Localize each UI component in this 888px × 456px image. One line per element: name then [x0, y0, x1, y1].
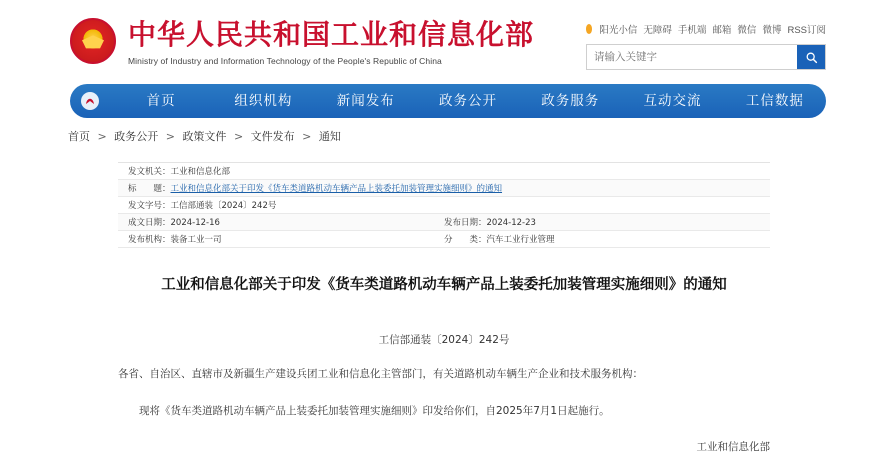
breadcrumb-separator: > [302, 130, 312, 143]
sun-icon [586, 24, 592, 34]
nav-item-home[interactable]: 首页 [146, 93, 176, 109]
nav-items [110, 84, 826, 118]
meta-label-docnumber: 发文字号： [128, 201, 171, 211]
breadcrumb [68, 128, 888, 144]
site-title-cn: 中华人民共和国工业和信息化部 [128, 18, 535, 51]
meta-cell-issuer [128, 165, 230, 177]
search-icon [805, 51, 818, 64]
meta-cell-publish-org [128, 233, 444, 245]
meta-cell-written-date [128, 216, 444, 228]
top-link-mobile[interactable]: 手机端 [677, 25, 707, 36]
nav-item-affairs-service[interactable]: 政务服务 [541, 93, 600, 109]
meta-value-issuer: 工业和信息化部 [170, 167, 231, 177]
main-nav [70, 84, 826, 118]
national-emblem-icon [70, 18, 116, 64]
site-title-en: Ministry of Industry and Information Technology of the People's Republic of China [128, 56, 442, 66]
nav-item-data[interactable]: 工信数据 [745, 93, 804, 109]
ministry-logo-glyph [80, 91, 100, 111]
top-link-rss[interactable]: RSS订阅 [787, 25, 826, 36]
meta-label-publish-org: 发布机构： [128, 235, 171, 245]
breadcrumb-separator: > [165, 130, 175, 143]
meta-row-org-category [118, 231, 770, 248]
meta-row-issuer [118, 163, 770, 180]
meta-row-dates [118, 214, 770, 231]
meta-value-publish-date: 2024-12-23 [486, 218, 536, 228]
nav-item-news[interactable]: 新闻发布 [336, 93, 395, 109]
breadcrumb-item-notice[interactable]: 通知 [318, 130, 341, 143]
meta-value-written-date: 2024-12-16 [170, 218, 220, 228]
header-right [586, 12, 826, 70]
breadcrumb-separator: > [233, 130, 244, 143]
top-link-accessibility[interactable]: 无障碍 [643, 25, 672, 36]
meta-label-written-date: 成文日期： [128, 218, 171, 228]
meta-row-docnumber [118, 197, 770, 214]
meta-label-title: 标 题： [128, 184, 171, 194]
search-button[interactable] [797, 45, 825, 69]
document-number: 工信部通装〔2024〕242号 [378, 334, 510, 346]
meta-value-docnumber: 工信部通装〔2024〕242号 [170, 201, 277, 211]
breadcrumb-item-home[interactable]: 首页 [68, 130, 90, 143]
document-paragraph-addressee: 各省、自治区、直辖市及新疆生产建设兵团工业和信息化主管部门，有关道路机动车辆生产企业和技术服务机构： [118, 368, 643, 380]
meta-value-category: 汽车工业行业管理 [486, 235, 555, 245]
breadcrumb-separator: > [97, 130, 107, 143]
ministry-logo-icon [70, 91, 110, 111]
nav-item-interaction[interactable]: 互动交流 [643, 93, 702, 109]
meta-value-title[interactable]: 工业和信息化部关于印发《货车类道路机动车辆产品上装委托加装管理实施细则》的通知 [170, 184, 503, 194]
document-signature: 工业和信息化部 [696, 441, 770, 453]
nav-item-affairs-disclosure[interactable]: 政务公开 [438, 93, 497, 109]
meta-cell-docnumber [128, 199, 276, 211]
site-header [0, 0, 888, 78]
meta-label-publish-date: 发布日期： [444, 218, 487, 228]
meta-row-title [118, 180, 770, 197]
top-link-weibo[interactable]: 微博 [762, 25, 782, 36]
breadcrumb-item-policy-docs[interactable]: 政策文件 [182, 130, 227, 143]
meta-value-publish-org: 装备工业一司 [170, 235, 222, 245]
document-paragraph-body: 现将《货车类道路机动车辆产品上装委托加装管理实施细则》印发给你们，自2025年7月1日起施行。 [139, 405, 610, 417]
site-title-block [128, 12, 534, 66]
search-input[interactable] [587, 45, 797, 69]
top-link-wechat[interactable]: 微信 [737, 25, 757, 36]
meta-cell-publish-date [444, 216, 760, 228]
top-link-sunshine[interactable]: 阳光小信 [599, 25, 638, 36]
search-bar [586, 44, 826, 70]
meta-label-category: 分 类： [444, 235, 487, 245]
top-link-mail[interactable]: 邮箱 [712, 25, 732, 36]
page-title: 工业和信息化部关于印发《货车类道路机动车辆产品上装委托加装管理实施细则》的通知 [161, 277, 727, 293]
breadcrumb-item-disclosure[interactable]: 政务公开 [114, 130, 159, 143]
meta-label-issuer: 发文机关： [128, 167, 171, 177]
meta-cell-category [444, 233, 760, 245]
breadcrumb-item-doc-release[interactable]: 文件发布 [250, 130, 295, 143]
top-links [586, 22, 826, 36]
meta-cell-title [128, 182, 502, 194]
document-meta-table [118, 162, 770, 248]
nav-item-organization[interactable]: 组织机构 [234, 93, 293, 109]
